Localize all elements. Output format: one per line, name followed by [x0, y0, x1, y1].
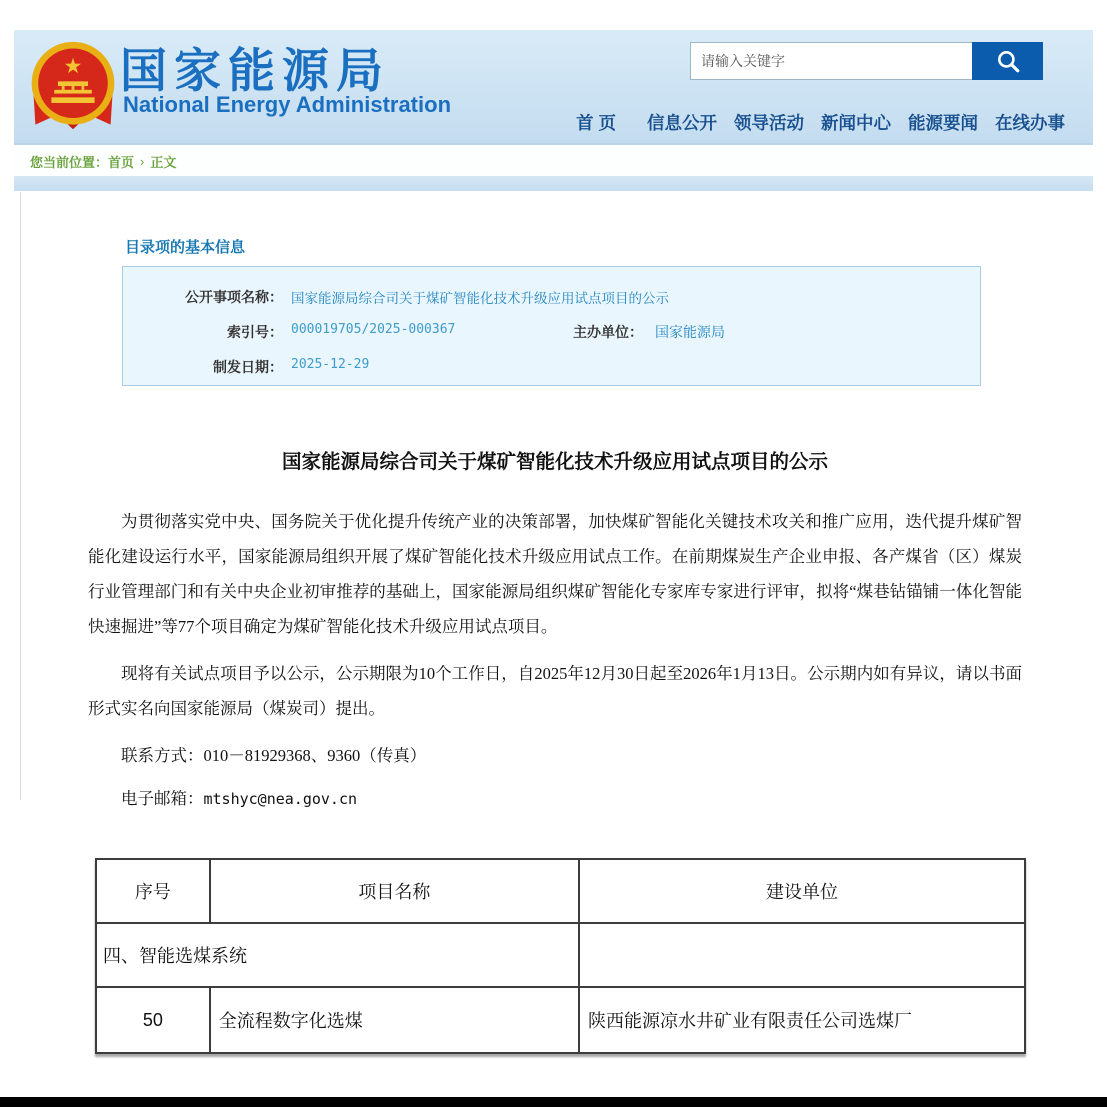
info-box: [122, 266, 981, 386]
col-header-no: 序号: [96, 859, 210, 923]
info-row-name: [123, 287, 980, 311]
info-row-index: [123, 322, 980, 346]
nav-item-online-services[interactable]: 在线办事: [995, 113, 1065, 133]
cell-no: 50: [96, 987, 210, 1053]
info-label-date: 制发日期：: [213, 359, 283, 375]
nav-item-leadership[interactable]: 领导活动: [734, 113, 804, 133]
site-title-en: National Energy Administration: [123, 92, 452, 117]
info-section-heading: 目录项的基本信息: [125, 239, 246, 256]
nav-item-home[interactable]: 首 页: [576, 113, 616, 133]
table-row: [96, 987, 1025, 1053]
site-title-cn: 国家能源局: [120, 44, 390, 97]
nav-item-news-center[interactable]: 新闻中心: [821, 113, 891, 133]
article: [88, 446, 1022, 825]
col-header-project: 项目名称: [210, 859, 579, 923]
article-title: 国家能源局综合司关于煤矿智能化技术升级应用试点项目的公示: [281, 452, 828, 473]
contact-email: [88, 781, 1022, 817]
breadcrumb-label: 您当前位置：: [30, 154, 109, 170]
breadcrumb-separator: ›: [140, 153, 145, 169]
search-icon: [995, 48, 1021, 74]
info-label-name: 公开事项名称：: [185, 289, 283, 305]
search-input[interactable]: [690, 42, 972, 80]
article-paragraph-2: 现将有关试点项目予以公示，公示期限为10个工作日，自2025年12月30日起至2026年1月13日。公示期内如有异议，请以书面形式实名向国家能源局（煤炭司）提出。: [88, 664, 1022, 718]
article-paragraph-1: 为贯彻落实党中央、国务院关于优化提升传统产业的决策部署，加快煤矿智能化关键技术攻关和推广应用，迭代提升煤矿智能化建设运行水平，国家能源局组织开展了煤矿智能化技术升级应用试点工作。在前期煤炭生产企业申报、各产煤省（区）煤炭行业管理部门和有关中央企业初审推荐的基础上，国家能源局组织煤矿智能化专家库专家进行评审，拟将“煤巷钻锚铺一体化智能快速掘进”等77个项目确定为煤矿智能化技术升级应用试点项目。: [88, 512, 1022, 636]
col-header-unit: 建设单位: [579, 859, 1025, 923]
cell-project-name: 全流程数字化选煤: [210, 987, 579, 1053]
nav-item-info-disclosure[interactable]: 信息公开: [647, 113, 717, 133]
header-divider-strip: [14, 176, 1093, 191]
info-label-org: 主办单位：: [573, 324, 643, 340]
main-nav: [576, 110, 1065, 135]
info-value-index: 000019705/2025-000367: [291, 322, 456, 337]
nav-item-energy-news[interactable]: 能源要闻: [908, 113, 978, 133]
breadcrumb: [14, 147, 1093, 175]
content-panel-border: [20, 192, 21, 800]
breadcrumb-current: 正文: [150, 154, 177, 170]
info-row-date: [123, 357, 980, 381]
info-value-org[interactable]: 国家能源局: [655, 324, 725, 340]
site-header: [14, 30, 1093, 145]
search-button[interactable]: [972, 42, 1043, 80]
contact-email-value: mtshyc@nea.gov.cn: [203, 790, 358, 808]
table-section-row: [96, 923, 1025, 987]
bottom-frame-bar: [0, 1097, 1107, 1107]
contact-phone: 联系方式：010－81929368、9360（传真）: [121, 746, 427, 765]
info-value-date: 2025-12-29: [291, 357, 370, 372]
section-empty-cell: [579, 923, 1025, 987]
project-table: [95, 858, 1026, 1054]
table-header-row: [96, 859, 1025, 923]
info-label-index: 索引号：: [227, 324, 283, 340]
national-emblem-logo: [26, 39, 120, 135]
contact-email-label: 电子邮箱：: [121, 789, 204, 808]
section-label: 四、智能选煤系统: [96, 923, 579, 987]
breadcrumb-home-link[interactable]: 首页: [108, 154, 135, 170]
cell-unit: 陕西能源凉水井矿业有限责任公司选煤厂: [579, 987, 1025, 1053]
info-value-name[interactable]: 国家能源局综合司关于煤矿智能化技术升级应用试点项目的公示: [291, 291, 669, 306]
